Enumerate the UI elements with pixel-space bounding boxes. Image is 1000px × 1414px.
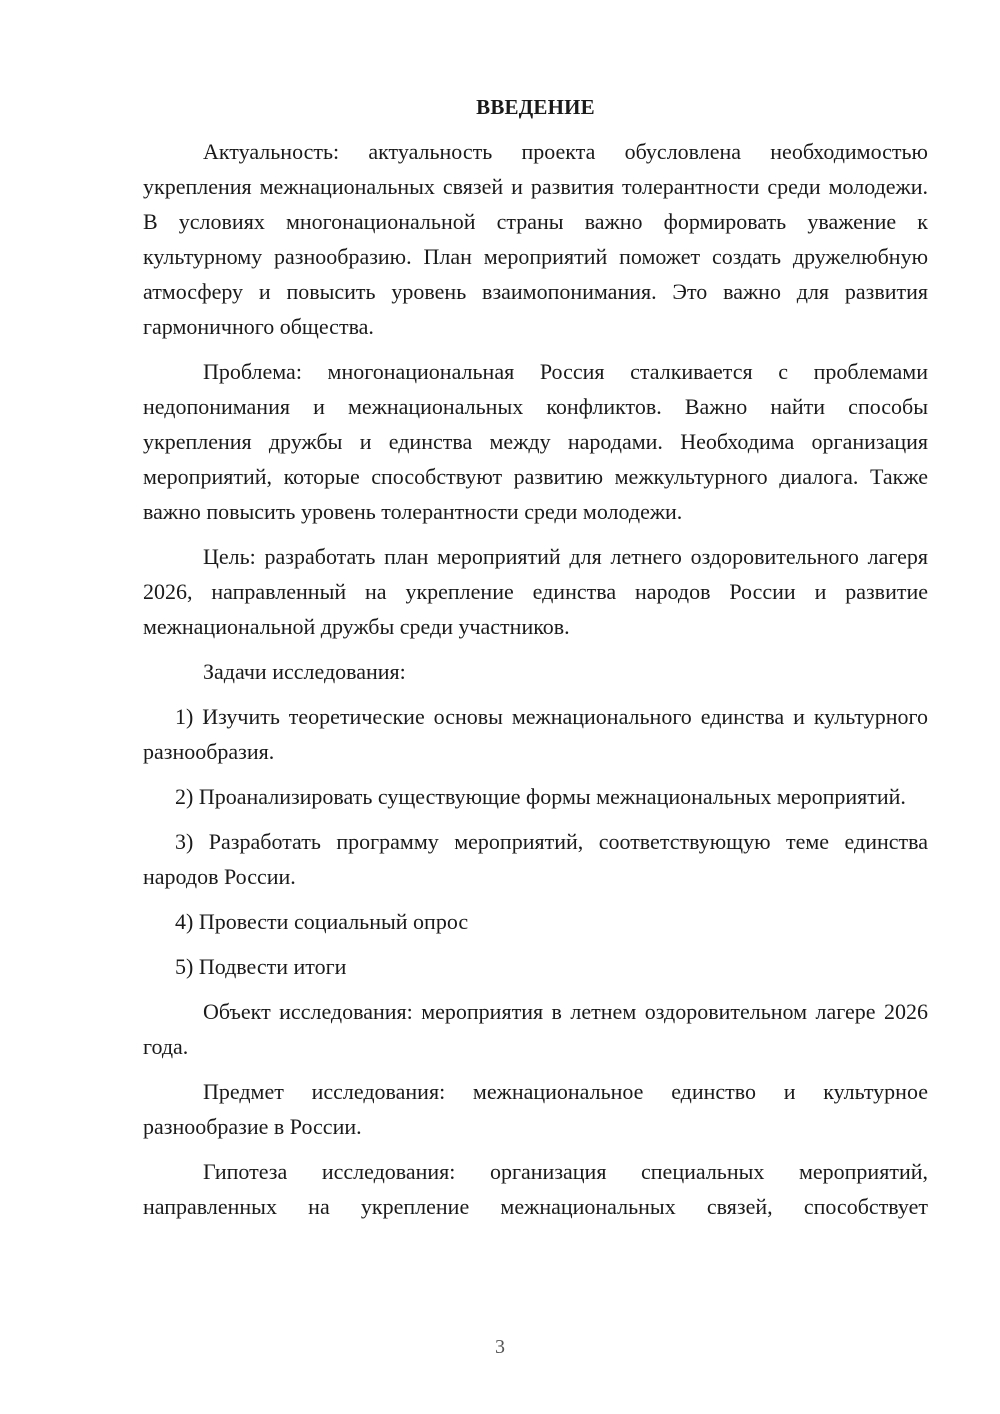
section-title: ВВЕДЕНИЕ <box>476 95 595 119</box>
tasks-heading: Задачи исследования: <box>203 659 406 684</box>
hypothesis-paragraph: Гипотеза исследования: организация специальных мероприятий, направленных на укрепление межнациональных связей, способствует <box>143 1159 928 1219</box>
task-item-1: 1) Изучить теоретические основы межнационального единства и культурного разнообразия. <box>143 704 928 764</box>
task-item-3: 3) Разработать программу мероприятий, соответствующую теме единства народов России. <box>143 829 928 889</box>
subject-paragraph: Предмет исследования: межнациональное единство и культурное разнообразие в России. <box>143 1079 928 1139</box>
goal-paragraph: Цель: разработать план мероприятий для летнего оздоровительного лагеря 2026, направленный на укрепление единства народов России и развитие межнациональной дружбы среди участников. <box>143 544 928 639</box>
object-paragraph: Объект исследования: мероприятия в летнем оздоровительном лагере 2026 года. <box>143 999 928 1059</box>
task-item-2: 2) Проанализировать существующие формы межнациональных мероприятий. <box>175 784 906 809</box>
page-number: 3 <box>495 1336 505 1358</box>
problem-paragraph: Проблема: многонациональная Россия сталкивается с проблемами недопонимания и межнациональных конфликтов. Важно найти способы укрепления дружбы и единства между народами. Необходима организация мероприятий, которые способствуют развитию межкультурного диалога. Также важно повысить уровень толерантности среди молодежи. <box>143 359 928 524</box>
relevance-paragraph: Актуальность: актуальность проекта обусловлена необходимостью укрепления межнациональных связей и развития толерантности среди молодежи. В условиях многонациональной страны важно формировать уважение к культурному разнообразию. План мероприятий поможет создать дружелюбную атмосферу и повысить уровень взаимопонимания. Это важно для развития гармоничного общества. <box>143 139 928 339</box>
task-item-4: 4) Провести социальный опрос <box>175 909 469 934</box>
document-page <box>143 92 928 1234</box>
task-item-5: 5) Подвести итоги <box>175 954 347 979</box>
